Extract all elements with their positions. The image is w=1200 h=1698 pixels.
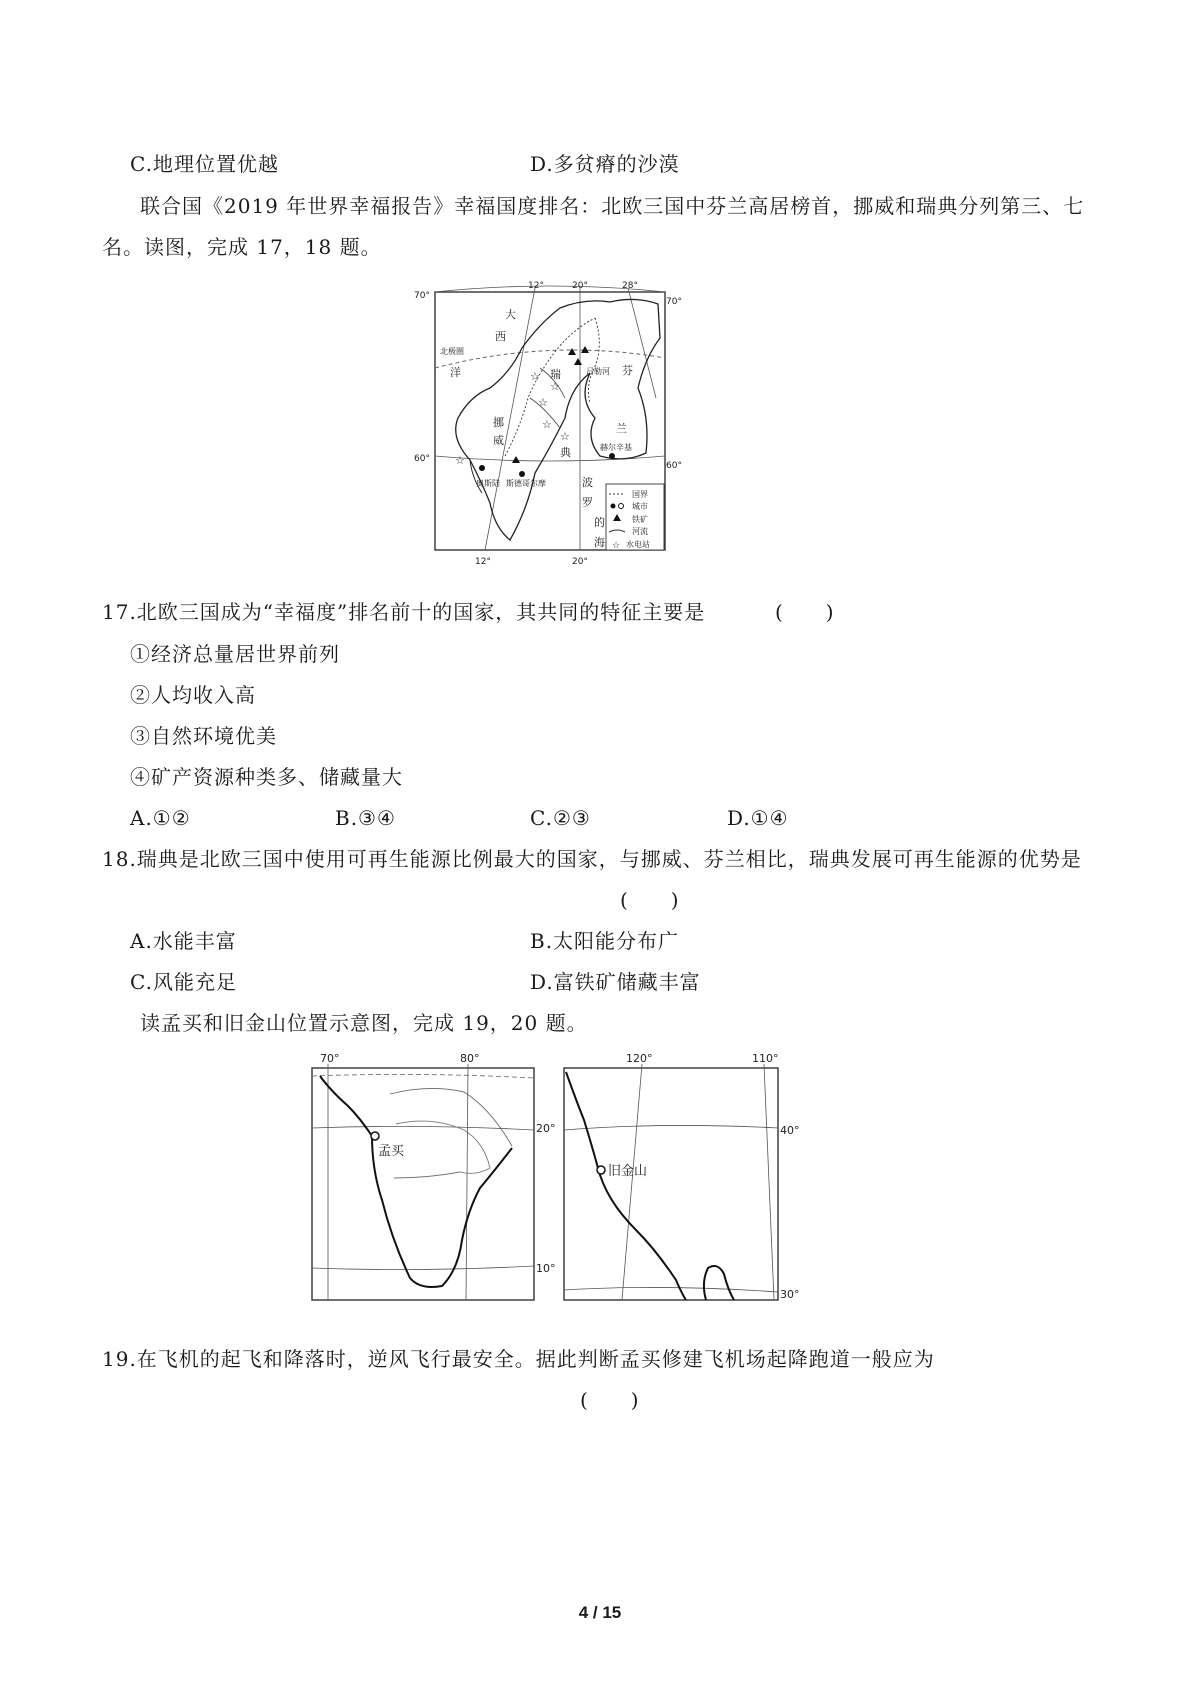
q17-option-b: B.③④ bbox=[335, 806, 396, 830]
country-label-dian: 典 bbox=[560, 446, 571, 459]
q17-item-4: ④矿产资源种类多、储藏量大 bbox=[130, 765, 403, 789]
india-lon-70: 70° bbox=[320, 1052, 340, 1065]
svg-text:☆: ☆ bbox=[455, 454, 465, 467]
sea-label-yang: 洋 bbox=[450, 366, 461, 379]
sea-label-de: 的 bbox=[594, 516, 605, 529]
nordic-map bbox=[410, 278, 680, 578]
lat-label-60-west: 60° bbox=[414, 454, 430, 464]
q18-option-d: D.富铁矿储藏丰富 bbox=[530, 970, 701, 994]
legend-river: 河流 bbox=[632, 527, 648, 536]
page-number: 4 / 15 bbox=[578, 1603, 622, 1622]
lon-label-12-bottom: 12° bbox=[475, 557, 491, 567]
q18-stem: 18.瑞典是北欧三国中使用可再生能源比例最大的国家，与挪威、芬兰相比，瑞典发展可再生能源的优势是 bbox=[102, 847, 1082, 871]
india-lat-20: 20° bbox=[536, 1122, 556, 1135]
q17-stem: 17.北欧三国成为“幸福度”排名前十的国家，其共同的特征主要是 bbox=[102, 600, 706, 624]
sf-lon-110: 110° bbox=[752, 1052, 779, 1065]
q17-item-3: ③自然环境优美 bbox=[130, 724, 277, 748]
country-label-lan: 兰 bbox=[616, 422, 627, 435]
country-label-wei: 威 bbox=[493, 434, 504, 447]
sea-label-luo: 罗 bbox=[582, 496, 593, 509]
intro-19-20: 读孟买和旧金山位置示意图，完成 19，20 题。 bbox=[140, 1011, 588, 1035]
sea-label-hai: 海 bbox=[594, 536, 605, 549]
arctic-circle-label: 北极圈 bbox=[440, 347, 464, 356]
lon-label-12-top: 12° bbox=[528, 281, 544, 291]
q16-option-d: D.多贫瘠的沙漠 bbox=[530, 152, 680, 176]
country-label-rui: 瑞 bbox=[550, 368, 561, 381]
sea-label-da: 大 bbox=[505, 308, 516, 321]
q18-paren: ( ) bbox=[620, 888, 680, 912]
country-label-nuo: 挪 bbox=[493, 416, 504, 429]
svg-text:☆: ☆ bbox=[612, 541, 621, 551]
q17-item-1: ①经济总量居世界前列 bbox=[130, 642, 340, 666]
q17-option-a: A.①② bbox=[130, 806, 191, 830]
q16-option-c: C.地理位置优越 bbox=[130, 152, 279, 176]
q18-option-c: C.风能充足 bbox=[130, 970, 237, 994]
lat-label-60-east: 60° bbox=[666, 461, 682, 471]
city-mumbai: 孟买 bbox=[378, 1144, 405, 1159]
sf-lat-40: 40° bbox=[780, 1124, 800, 1137]
q18-option-a: A.水能丰富 bbox=[130, 929, 237, 953]
q17-paren: ( ) bbox=[775, 600, 835, 624]
q17-option-d: D.①④ bbox=[727, 806, 789, 830]
svg-text:☆: ☆ bbox=[560, 430, 570, 443]
sea-label-xi: 西 bbox=[495, 330, 506, 343]
legend-hydro: 水电站 bbox=[626, 540, 650, 549]
city-helsinki: 赫尔辛基 bbox=[600, 443, 632, 452]
india-lat-10: 10° bbox=[536, 1262, 556, 1275]
legend-city: 城市 bbox=[632, 502, 648, 511]
q18-option-b: B.太阳能分布广 bbox=[530, 929, 680, 953]
q19-stem: 19.在飞机的起飞和降落时，逆风飞行最安全。据此判断孟买修建飞机场起降跑道一般应为 bbox=[102, 1347, 935, 1371]
lon-label-20-top: 20° bbox=[572, 281, 588, 291]
lon-label-28-top: 28° bbox=[622, 281, 638, 291]
lat-label-70-east: 70° bbox=[666, 297, 682, 307]
legend-iron: 铁矿 bbox=[632, 515, 648, 524]
q19-paren: ( ) bbox=[580, 1388, 640, 1412]
river-label-lule: 吕勒河 bbox=[586, 367, 610, 376]
q17-option-c: C.②③ bbox=[530, 806, 591, 830]
intro-17-18-line1: 联合国《2019 年世界幸福报告》幸福国度排名：北欧三国中芬兰高居榜首，挪威和瑞典分列第三、七 bbox=[140, 194, 1085, 218]
city-oslo: 奥斯陆 bbox=[476, 479, 500, 488]
country-label-fen: 芬 bbox=[622, 364, 633, 377]
sf-map bbox=[556, 1050, 826, 1310]
legend-border: 国界 bbox=[632, 490, 648, 499]
svg-text:☆: ☆ bbox=[550, 380, 560, 393]
sf-lon-120: 120° bbox=[626, 1052, 653, 1065]
sea-label-bo: 波 bbox=[582, 476, 593, 489]
intro-17-18-line2: 名。读图，完成 17，18 题。 bbox=[102, 235, 382, 259]
svg-text:☆: ☆ bbox=[530, 370, 540, 383]
svg-text:☆: ☆ bbox=[542, 418, 552, 431]
india-map bbox=[300, 1050, 556, 1310]
sf-lat-30: 30° bbox=[780, 1288, 800, 1301]
lat-label-70-west: 70° bbox=[414, 291, 430, 301]
svg-text:☆: ☆ bbox=[538, 396, 548, 409]
city-stockholm: 斯德哥尔摩 bbox=[506, 479, 546, 488]
lon-label-20-bottom: 20° bbox=[572, 557, 588, 567]
india-lon-80: 80° bbox=[460, 1052, 480, 1065]
q17-item-2: ②人均收入高 bbox=[130, 683, 256, 707]
city-san-francisco: 旧金山 bbox=[608, 1164, 648, 1179]
